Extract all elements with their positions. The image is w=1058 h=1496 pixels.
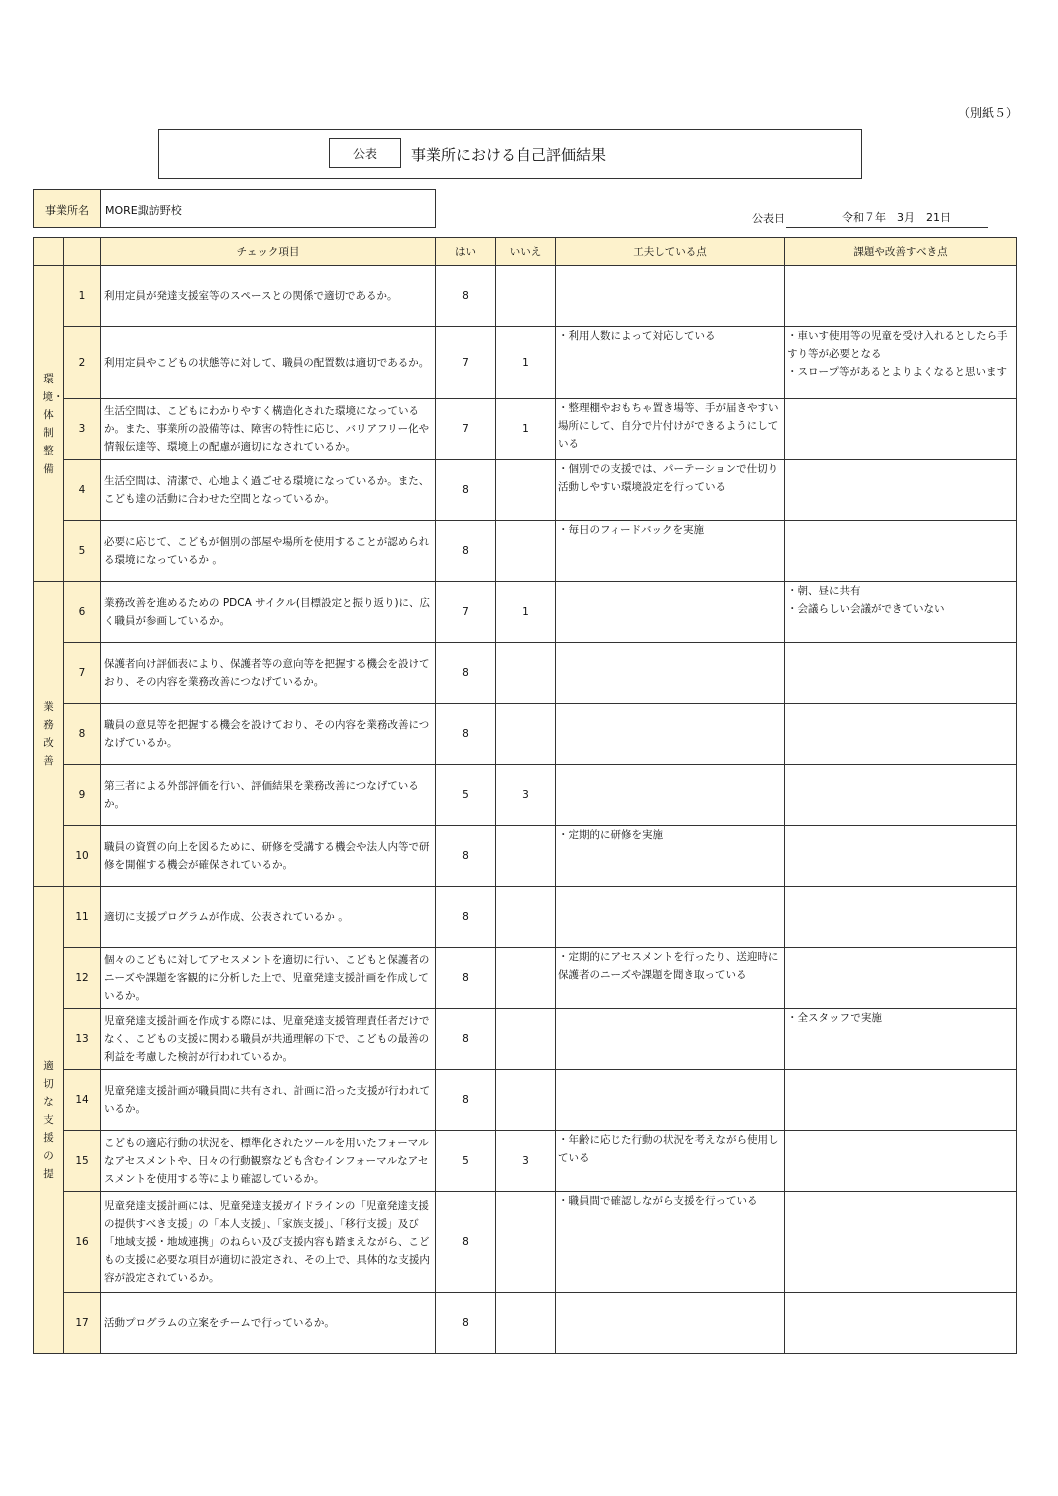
- category-header: [34, 238, 64, 266]
- issues-cell: [785, 521, 1017, 582]
- table-row: [34, 266, 1017, 327]
- no-count: [496, 887, 556, 948]
- title-box: [158, 129, 862, 179]
- issue-line: ・全スタッフで実施: [787, 1012, 882, 1024]
- row-number: 17: [64, 1293, 101, 1354]
- category-label: 業務改善: [43, 701, 54, 767]
- check-item-text: 第三者による外部評価を行い、評価結果を業務改善につなげているか。: [101, 765, 436, 826]
- check-item-text: 利用定員が発達支援室等のスペースとの関係で適切であるか。: [101, 266, 436, 327]
- no-count: 1: [496, 399, 556, 460]
- check-item-text: 児童発達支援計画が職員間に共有され、計画に沿った支援が行われているか。: [101, 1070, 436, 1131]
- good-points-cell: [556, 460, 785, 521]
- check-item-text: 保護者向け評価表により、保護者等の意向等を把握する機会を設けており、その内容を業務改善につなげているか。: [101, 643, 436, 704]
- yes-count: 8: [436, 1192, 496, 1293]
- check-item-text: 活動プログラムの立案をチームで行っているか。: [101, 1293, 436, 1354]
- no-count: 3: [496, 1131, 556, 1192]
- yes-count: 8: [436, 826, 496, 887]
- row-number: 15: [64, 1131, 101, 1192]
- table-row: [34, 1192, 1017, 1293]
- good-points-cell: [556, 1192, 785, 1293]
- yes-count: 8: [436, 887, 496, 948]
- table-row: [34, 948, 1017, 1009]
- issues-cell: [785, 1070, 1017, 1131]
- issues-cell: [785, 582, 1017, 643]
- category-label: 環境・体制整備: [42, 372, 64, 475]
- check-item-text: 児童発達支援計画を作成する際には、児童発達支援管理責任者だけでなく、こどもの支援に関わる職員が共通理解の下で、こどもの最善の利益を考慮した検討が行われているか。: [101, 1009, 436, 1070]
- office-name-label: 事業所名: [34, 190, 101, 227]
- table-row: [34, 887, 1017, 948]
- good-point-line: ・職員間で確認しながら支援を行っている: [558, 1195, 758, 1207]
- check-item-text: 生活空間は、こどもにわかりやすく構造化された環境になっているか。また、事業所の設備等は、障害の特性に応じ、バリアフリー化や情報伝達等、環境上の配慮が適切になされているか。: [101, 399, 436, 460]
- no-count: [496, 1192, 556, 1293]
- public-label: 公表: [329, 138, 401, 168]
- table-row: [34, 1131, 1017, 1192]
- check-item-text: 職員の意見等を把握する機会を設けており、その内容を業務改善につなげているか。: [101, 704, 436, 765]
- category-cell: [34, 266, 64, 582]
- row-number: 9: [64, 765, 101, 826]
- row-number: 1: [64, 266, 101, 327]
- issues-header: 課題や改善すべき点: [785, 238, 1017, 266]
- no-count: [496, 1293, 556, 1354]
- issues-cell: [785, 643, 1017, 704]
- issues-cell: [785, 887, 1017, 948]
- yes-count: 8: [436, 704, 496, 765]
- no-count: [496, 826, 556, 887]
- issues-cell: [785, 948, 1017, 1009]
- no-count: [496, 948, 556, 1009]
- yes-count: 8: [436, 1293, 496, 1354]
- issues-cell: [785, 1009, 1017, 1070]
- good-points-cell: [556, 582, 785, 643]
- table-row: [34, 399, 1017, 460]
- good-points-cell: [556, 1070, 785, 1131]
- good-points-cell: [556, 266, 785, 327]
- row-number: 13: [64, 1009, 101, 1070]
- yes-count: 8: [436, 1070, 496, 1131]
- check-item-text: 利用定員やこどもの状態等に対して、職員の配置数は適切であるか。: [101, 327, 436, 399]
- category-label: 適切な支援の提: [43, 1060, 54, 1180]
- good-point-line: ・定期的に研修を実施: [558, 829, 663, 841]
- table-row: [34, 327, 1017, 399]
- row-number: 14: [64, 1070, 101, 1131]
- row-number: 6: [64, 582, 101, 643]
- table-row: [34, 1009, 1017, 1070]
- table-row: [34, 521, 1017, 582]
- yes-count: 5: [436, 1131, 496, 1192]
- issues-cell: [785, 327, 1017, 399]
- good-points-cell: [556, 327, 785, 399]
- table-row: [34, 1293, 1017, 1354]
- number-header: [64, 238, 101, 266]
- good-point-line: ・定期的にアセスメントを行ったり、送迎時に保護者のニーズや課題を聞き取っている: [558, 951, 779, 981]
- yes-count: 5: [436, 765, 496, 826]
- good-points-cell: [556, 704, 785, 765]
- no-count: [496, 521, 556, 582]
- page-title: 事業所における自己評価結果: [411, 146, 607, 164]
- no-count: [496, 704, 556, 765]
- good-point-line: ・年齢に応じた行動の状況を考えながら使用している: [558, 1134, 779, 1164]
- good-points-cell: [556, 887, 785, 948]
- row-number: 4: [64, 460, 101, 521]
- good-points-cell: [556, 826, 785, 887]
- table-row: [34, 643, 1017, 704]
- category-cell: [34, 887, 64, 1354]
- table-row: [34, 460, 1017, 521]
- office-name-box: [33, 189, 436, 228]
- check-item-text: 児童発達支援計画には、児童発達支援ガイドラインの「児童発達支援の提供すべき支援」の「本人支援」、「家族支援」、「移行支援」及び「地域支援・地域連携」のねらい及び支援内容も踏まえながら、こどもの支援に必要な項目が適切に設定され、その上で、具体的な支援内容が設定されているか。: [101, 1192, 436, 1293]
- no-count: 1: [496, 582, 556, 643]
- issue-line: ・朝、昼に共有: [787, 585, 861, 597]
- no-header: いいえ: [496, 238, 556, 266]
- no-count: [496, 266, 556, 327]
- row-number: 2: [64, 327, 101, 399]
- no-count: 3: [496, 765, 556, 826]
- good-points-cell: [556, 765, 785, 826]
- yes-count: 8: [436, 521, 496, 582]
- check-item-text: 生活空間は、清潔で、心地よく過ごせる環境になっているか。また、こども達の活動に合わせた空間となっているか。: [101, 460, 436, 521]
- issue-line: ・車いす使用等の児童を受け入れるとしたら手すり等が必要となる: [787, 330, 1008, 360]
- annex-label: （別紙５）: [958, 106, 1019, 120]
- row-number: 11: [64, 887, 101, 948]
- table-row: [34, 704, 1017, 765]
- row-number: 3: [64, 399, 101, 460]
- check-item-text: 職員の資質の向上を図るために、研修を受講する機会や法人内等で研修を開催する機会が確保されているか。: [101, 826, 436, 887]
- no-count: [496, 1009, 556, 1070]
- check-item-text: 個々のこどもに対してアセスメントを適切に行い、こどもと保護者のニーズや課題を客観的に分析した上で、児童発達支援計画を作成しているか。: [101, 948, 436, 1009]
- issue-line: ・スロープ等があるとよりよくなると思います: [787, 366, 1007, 378]
- issues-cell: [785, 460, 1017, 521]
- yes-count: 8: [436, 460, 496, 521]
- good-point-line: ・個別での支援では、パーテーションで仕切り活動しやすい環境設定を行っている: [558, 463, 779, 493]
- no-count: [496, 1070, 556, 1131]
- row-number: 5: [64, 521, 101, 582]
- office-name-value: MORE諏訪野校: [105, 204, 182, 217]
- check-item-text: 業務改善を進めるための PDCA サイクル(目標設定と振り返り)に、広く職員が参画しているか。: [101, 582, 436, 643]
- yes-header: はい: [436, 238, 496, 266]
- good-points-cell: [556, 643, 785, 704]
- table-row: [34, 1070, 1017, 1131]
- issues-cell: [785, 704, 1017, 765]
- good-point-line: ・利用人数によって対応している: [558, 330, 716, 342]
- yes-count: 7: [436, 582, 496, 643]
- issues-cell: [785, 826, 1017, 887]
- publish-date-value: 令和７年 3月 21日: [786, 209, 988, 228]
- row-number: 10: [64, 826, 101, 887]
- no-count: [496, 460, 556, 521]
- yes-count: 7: [436, 327, 496, 399]
- good-points-cell: [556, 1009, 785, 1070]
- row-number: 16: [64, 1192, 101, 1293]
- table-row: [34, 826, 1017, 887]
- good-point-line: ・整理棚やおもちゃ置き場等、手が届きやすい場所にして、自分で片付けができるようにしている: [558, 402, 779, 450]
- yes-count: 8: [436, 643, 496, 704]
- check-item-text: 必要に応じて、こどもが個別の部屋や場所を使用することが認められる環境になっているか 。: [101, 521, 436, 582]
- good-points-cell: [556, 1131, 785, 1192]
- publish-date-label: 公表日: [752, 212, 785, 225]
- no-count: 1: [496, 327, 556, 399]
- category-cell: [34, 582, 64, 887]
- evaluation-table: [33, 237, 1017, 1354]
- issues-cell: [785, 266, 1017, 327]
- yes-count: 8: [436, 266, 496, 327]
- table-row: [34, 582, 1017, 643]
- yes-count: 7: [436, 399, 496, 460]
- check-item-text: 適切に支援プログラムが作成、公表されているか 。: [101, 887, 436, 948]
- no-count: [496, 643, 556, 704]
- table-header-row: [34, 238, 1017, 266]
- check-item-text: こどもの適応行動の状況を、標準化されたツールを用いたフォーマルなアセスメントや、日々の行動観察なども含むインフォーマルなアセスメントを使用する等により確認しているか。: [101, 1131, 436, 1192]
- row-number: 12: [64, 948, 101, 1009]
- good-points-cell: [556, 1293, 785, 1354]
- good-point-line: ・毎日のフィードバックを実施: [558, 524, 704, 536]
- issues-cell: [785, 765, 1017, 826]
- yes-count: 8: [436, 948, 496, 1009]
- issues-cell: [785, 399, 1017, 460]
- table-row: [34, 765, 1017, 826]
- issue-line: ・会議らしい会議ができていない: [787, 603, 945, 615]
- good-points-header: 工夫している点: [556, 238, 785, 266]
- issues-cell: [785, 1131, 1017, 1192]
- row-number: 7: [64, 643, 101, 704]
- check-item-header: チェック項目: [101, 238, 436, 266]
- yes-count: 8: [436, 1009, 496, 1070]
- good-points-cell: [556, 521, 785, 582]
- issues-cell: [785, 1293, 1017, 1354]
- row-number: 8: [64, 704, 101, 765]
- good-points-cell: [556, 948, 785, 1009]
- issues-cell: [785, 1192, 1017, 1293]
- good-points-cell: [556, 399, 785, 460]
